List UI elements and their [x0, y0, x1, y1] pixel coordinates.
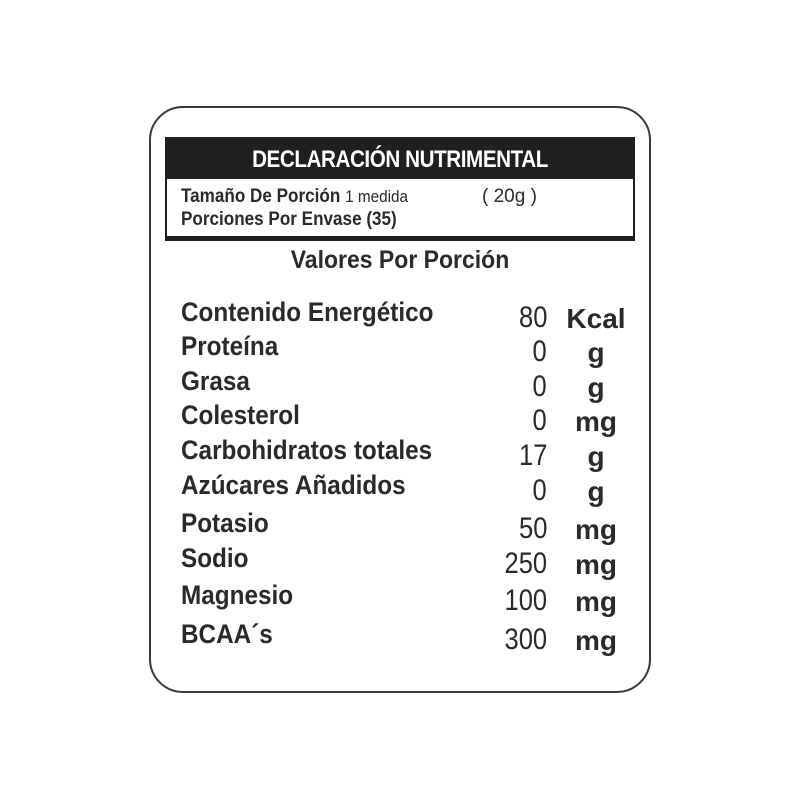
- nutrient-unit: mg: [575, 586, 617, 617]
- nutrient-unit: mg: [575, 406, 617, 437]
- values-heading: Valores Por Porción: [290, 246, 510, 274]
- nutrient-amount: 0: [532, 474, 547, 507]
- nutrient-unit: g: [587, 476, 605, 507]
- nutrient-amount: 300: [504, 623, 547, 656]
- nutrient-unit: mg: [575, 625, 617, 656]
- nutrient-row-sodium: [0, 543, 800, 580]
- nutrient-amount: 80: [518, 301, 547, 334]
- servings-per-container: Porciones Por Envase (35): [181, 209, 397, 230]
- nutrient-amount: 0: [532, 335, 547, 368]
- nutrient-unit: g: [587, 337, 605, 368]
- nutrient-name: Azúcares Añadidos: [181, 470, 406, 500]
- nutrient-name: Potasio: [181, 508, 269, 538]
- nutrient-name: BCAA´s: [181, 619, 273, 649]
- nutrient-name: Contenido Energético: [181, 297, 434, 327]
- nutrient-row-fat: [0, 366, 800, 403]
- serving-size-label: Tamaño De Porción: [181, 186, 341, 207]
- nutrient-unit: g: [587, 441, 605, 472]
- nutrient-unit: g: [587, 372, 605, 403]
- nutrient-amount: 250: [504, 547, 547, 580]
- nutrient-name: Colesterol: [181, 400, 300, 430]
- nutrient-unit: Kcal: [566, 303, 626, 334]
- nutrient-row-bcaa: [0, 619, 800, 656]
- nutrient-row-cholesterol: [0, 400, 800, 437]
- nutrient-amount: 0: [532, 370, 547, 403]
- nutrient-row-magnesium: [0, 580, 800, 617]
- nutrient-amount: 100: [504, 584, 547, 617]
- nutrient-row-added-sugars: [0, 470, 800, 507]
- nutrient-name: Magnesio: [181, 580, 294, 610]
- nutrient-row-potassium: [0, 508, 800, 545]
- nutrient-name: Proteína: [181, 331, 279, 361]
- serving-size-measure: 1 medida: [345, 187, 409, 206]
- nutrient-unit: mg: [575, 549, 617, 580]
- nutrient-name: Sodio: [181, 543, 249, 573]
- nutrient-name: Carbohidratos totales: [181, 435, 433, 465]
- nutrient-name: Grasa: [181, 366, 250, 396]
- nutrient-row-protein: [0, 331, 800, 368]
- nutrient-row-carbohydrates: [0, 435, 800, 472]
- nutrient-amount: 50: [518, 512, 547, 545]
- nutrient-amount: 0: [532, 404, 547, 437]
- nutrient-row-energy: [0, 297, 800, 334]
- serving-size-grams: ( 20g ): [482, 186, 537, 207]
- nutrient-amount: 17: [518, 439, 547, 472]
- nutrient-unit: mg: [575, 514, 617, 545]
- label-title: DECLARACIÓN NUTRIMENTAL: [252, 146, 548, 173]
